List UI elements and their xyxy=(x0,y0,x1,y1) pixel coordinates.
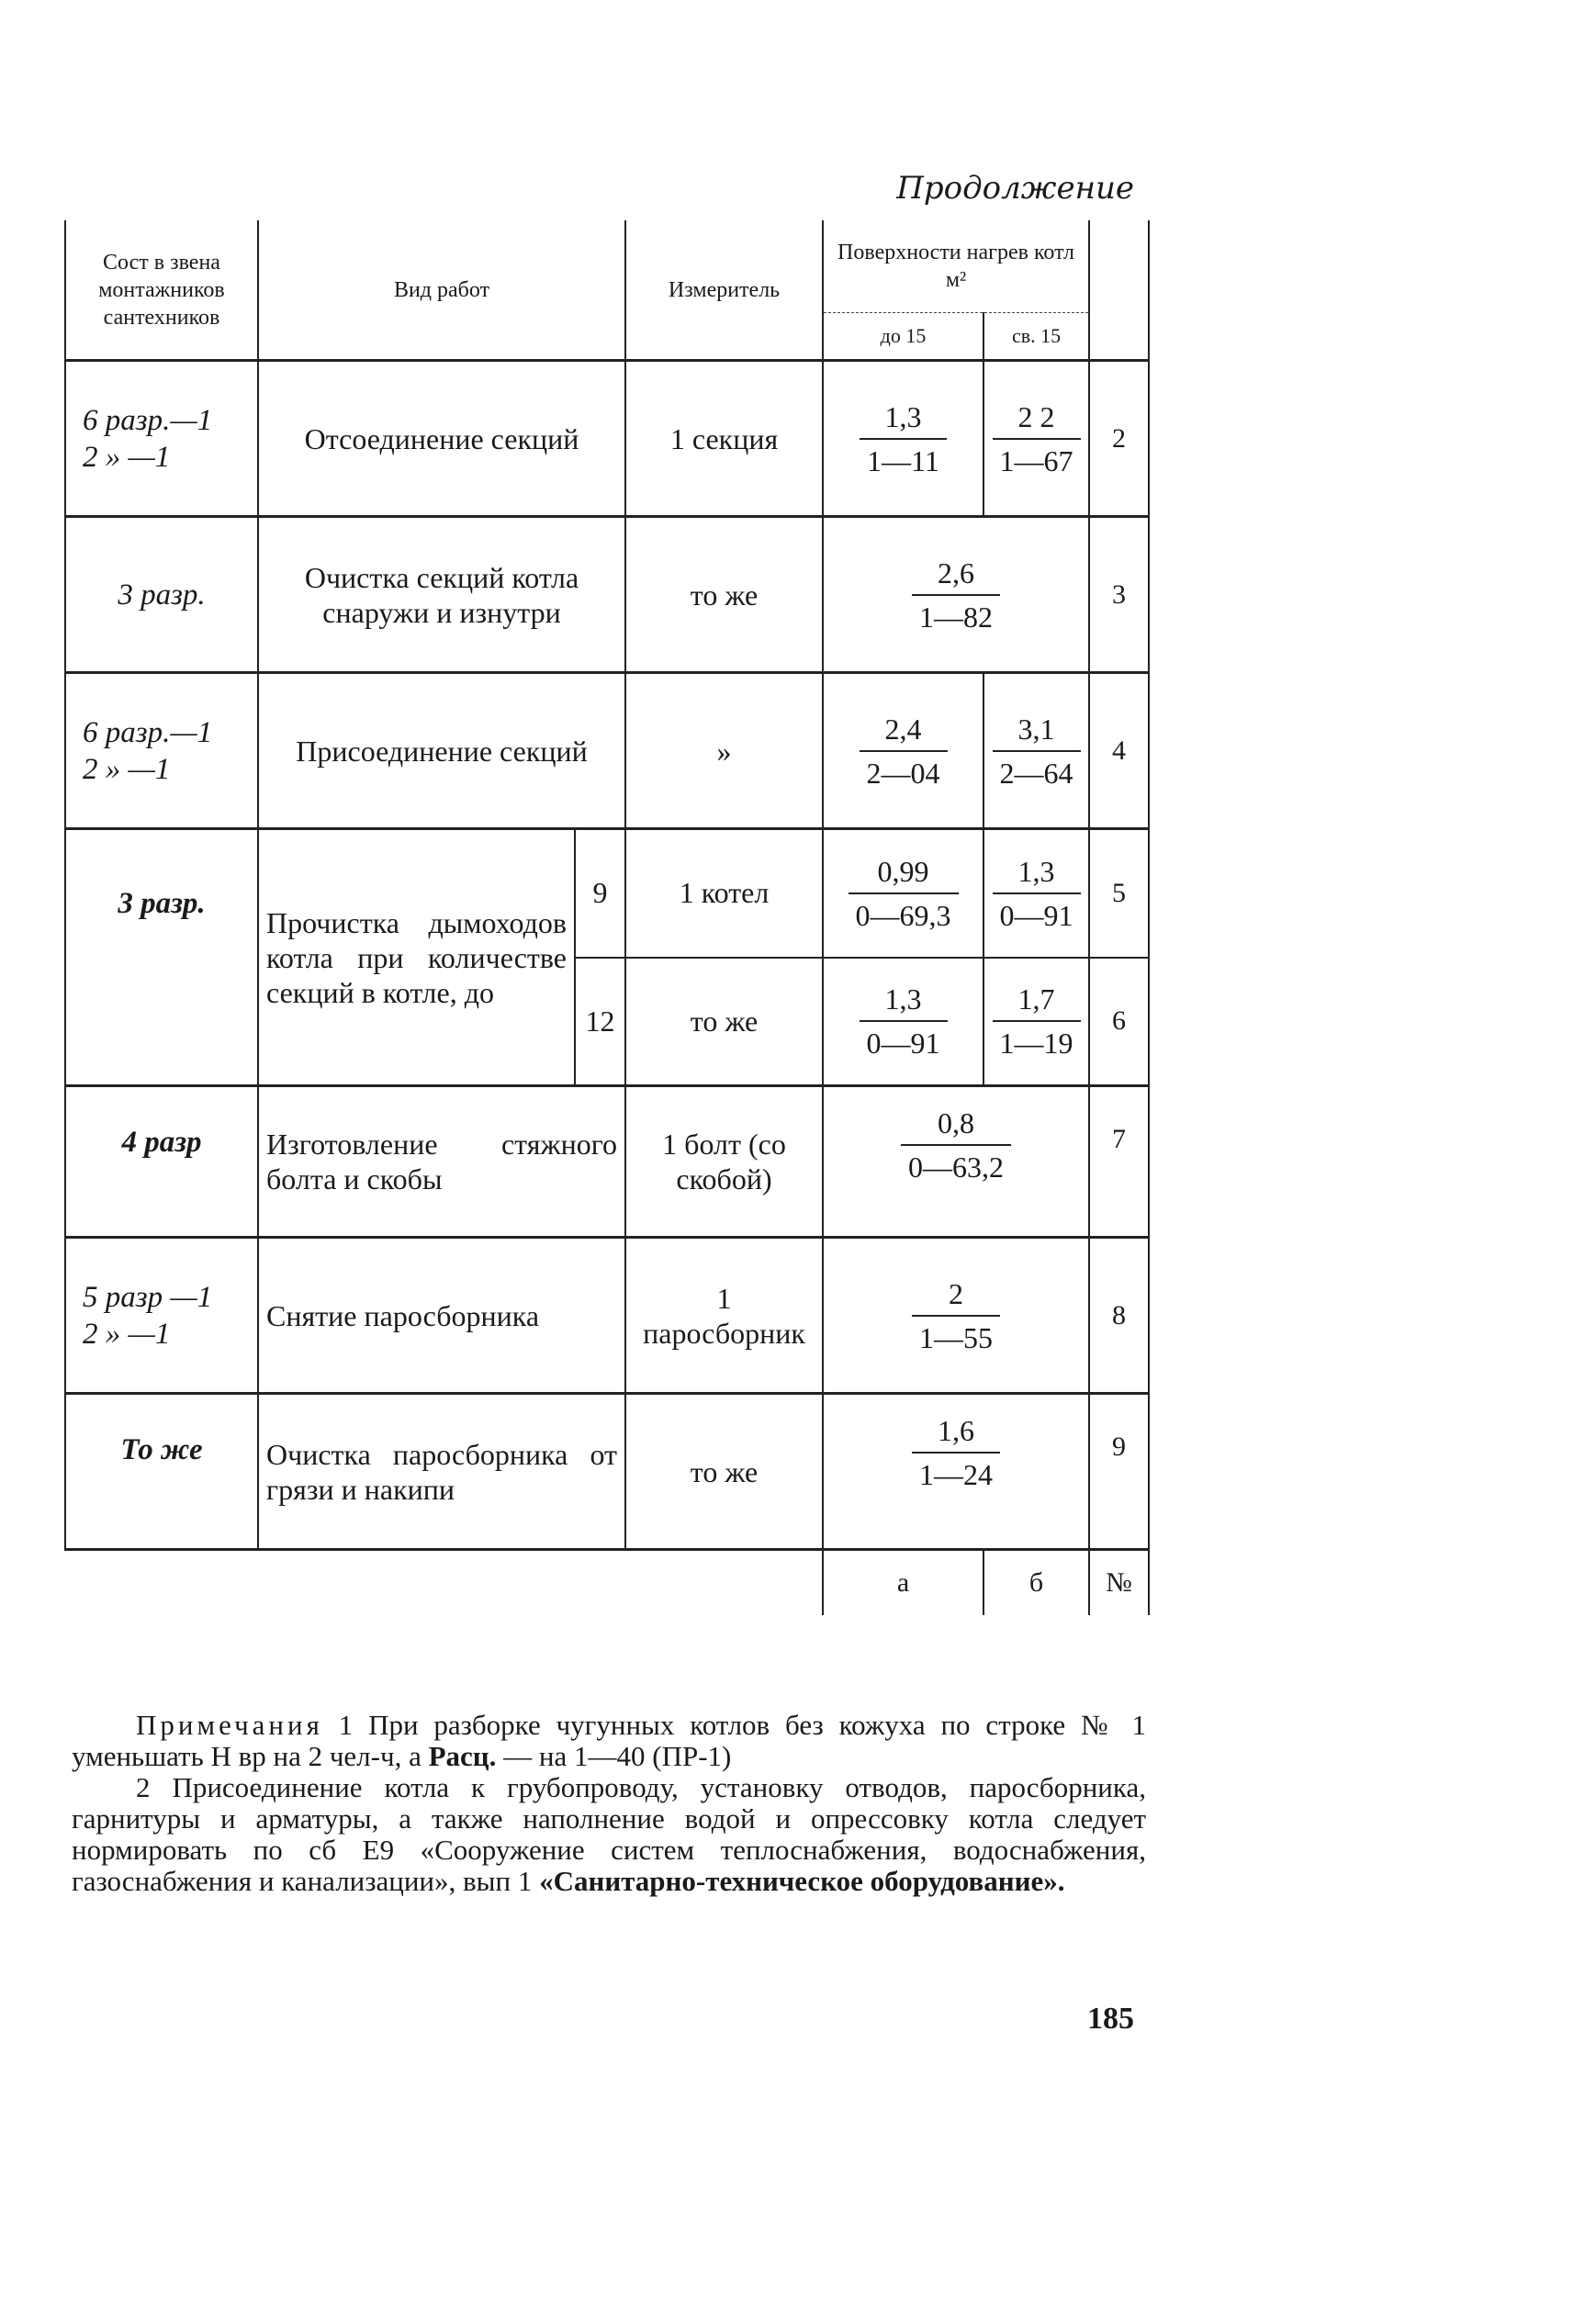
value-b-cell xyxy=(983,361,1089,517)
time-norm: 2 2 xyxy=(993,399,1081,440)
time-norm: 2,6 xyxy=(912,556,1000,596)
fraction xyxy=(993,854,1081,933)
header-work: Вид работ xyxy=(258,220,625,361)
value-b-cell xyxy=(983,829,1089,958)
legend-blank xyxy=(258,1550,575,1616)
work-cell: Очистка секций котла снаружи и изнутри xyxy=(258,517,625,673)
value-a-cell xyxy=(823,829,983,958)
work-cell: Присоединение секций xyxy=(258,673,625,829)
fraction xyxy=(901,1106,1011,1184)
rate: 0—63,2 xyxy=(908,1150,1005,1184)
column-legend-row xyxy=(65,1550,1149,1616)
fraction xyxy=(993,982,1081,1061)
rate: 1—11 xyxy=(867,443,939,477)
table-row xyxy=(65,361,1149,517)
continuation-heading: Продолжение xyxy=(896,170,1134,207)
unit-cell: 1 болт (со скобой) xyxy=(625,1086,823,1238)
crew-cell: 5 разр —1 2 » —1 xyxy=(65,1238,258,1394)
legend-a: а xyxy=(823,1550,983,1616)
fraction xyxy=(860,712,948,791)
legend-blank xyxy=(625,1550,823,1616)
fraction xyxy=(849,854,959,933)
work-cell: Отсоединение секций xyxy=(258,361,625,517)
rate: 0—91 xyxy=(866,1027,940,1061)
table-row xyxy=(65,1086,1149,1238)
time-norm: 1,7 xyxy=(993,982,1081,1022)
page-number: 185 xyxy=(1087,2002,1134,2036)
header-over-15: св. 15 xyxy=(983,313,1089,361)
rate: 0—69,3 xyxy=(855,898,951,932)
table-row xyxy=(65,1394,1149,1550)
unit-cell: 1 секция xyxy=(625,361,823,517)
rate: 0—91 xyxy=(999,898,1073,932)
fraction xyxy=(912,556,1000,634)
notes-section xyxy=(72,1710,1146,1897)
rate: 1—67 xyxy=(999,443,1073,477)
crew-cell: 4 разр xyxy=(65,1086,258,1238)
fraction xyxy=(993,399,1081,478)
header-surface: Поверхности нагрев котл м² xyxy=(823,220,1089,313)
time-norm: 1,6 xyxy=(912,1413,1000,1454)
unit-cell: » xyxy=(625,673,823,829)
unit-cell: 1 паросборник xyxy=(625,1238,823,1394)
note-2-bold: «Санитарно-техническое оборудование». xyxy=(539,1865,1065,1897)
norms-table xyxy=(64,220,1150,1615)
header-up-to-15: до 15 xyxy=(823,313,983,361)
row-number: 2 xyxy=(1089,361,1149,517)
value-ab-cell xyxy=(823,517,1089,673)
time-norm: 1,3 xyxy=(860,982,948,1022)
header-rowno-blank xyxy=(1089,220,1149,361)
row-number: 9 xyxy=(1089,1394,1149,1550)
unit-cell: то же xyxy=(625,1394,823,1550)
fraction xyxy=(912,1276,1000,1355)
note-1-bold: Расц. xyxy=(428,1740,497,1772)
legend-b: б xyxy=(983,1550,1089,1616)
value-a-cell xyxy=(823,361,983,517)
time-norm: 3,1 xyxy=(993,712,1081,752)
note-2-text: 2 Присоединение котла к грубопроводу, установку отводов, паросборника, гарнитуры и арматуры, а также наполнение водой и опрессовку котла следует нормировать по сб Е9 «Сооружение систем теплоснабжения, водоснабжения, газоснабжения и канализации», вып 1 xyxy=(72,1771,1146,1897)
value-a-cell xyxy=(823,673,983,829)
work-cell: Изготовление стяжного болта и скобы xyxy=(258,1086,625,1238)
header-crew: Сост в звена монтажников сантехников xyxy=(65,220,258,361)
unit-cell: то же xyxy=(625,958,823,1086)
work-cell: Прочистка дымоходов котла при количестве секций в котле, до xyxy=(258,829,575,1086)
row-number: 3 xyxy=(1089,517,1149,673)
row-number: 6 xyxy=(1089,958,1149,1086)
note-1-text: 1 При разборке чугунных котлов без кожуха по строке № 1 уменьшать Н вр на 2 чел-ч, а xyxy=(72,1709,1146,1772)
value-ab-cell xyxy=(823,1238,1089,1394)
rate: 1—19 xyxy=(999,1027,1073,1061)
fraction xyxy=(912,1413,1000,1492)
time-norm: 1,3 xyxy=(993,854,1081,894)
value-ab-cell xyxy=(823,1086,1089,1238)
table-row xyxy=(65,673,1149,829)
work-cell: Снятие паросборника xyxy=(258,1238,625,1394)
notes-label: Примечания xyxy=(136,1709,323,1741)
time-norm: 2,4 xyxy=(860,712,948,752)
table-row xyxy=(65,517,1149,673)
table-row xyxy=(65,829,1149,958)
work-cell: Очистка паросборника от грязи и накипи xyxy=(258,1394,625,1550)
rate: 1—82 xyxy=(919,600,994,634)
note-1 xyxy=(72,1710,1146,1772)
note-2 xyxy=(72,1772,1146,1897)
value-b-cell xyxy=(983,673,1089,829)
rate: 1—55 xyxy=(919,1320,994,1354)
value-ab-cell xyxy=(823,1394,1089,1550)
value-b-cell xyxy=(983,958,1089,1086)
time-norm: 0,8 xyxy=(901,1106,1011,1146)
legend-no: № xyxy=(1089,1550,1149,1616)
fraction xyxy=(993,712,1081,791)
rate: 2—64 xyxy=(999,756,1073,790)
row-number: 4 xyxy=(1089,673,1149,829)
note-1-end: — на 1—40 (ПР-1) xyxy=(496,1740,732,1772)
value-a-cell xyxy=(823,958,983,1086)
row-number: 7 xyxy=(1089,1086,1149,1238)
unit-cell: то же xyxy=(625,517,823,673)
crew-cell: 6 разр.—1 2 » —1 xyxy=(65,673,258,829)
unit-cell: 1 котел xyxy=(625,829,823,958)
crew-cell: 3 разр. xyxy=(65,517,258,673)
rate: 1—24 xyxy=(919,1458,994,1491)
time-norm: 0,99 xyxy=(849,854,959,894)
section-count-cell: 9 xyxy=(575,829,625,958)
fraction xyxy=(860,399,947,478)
crew-cell: 3 разр. xyxy=(65,829,258,1086)
crew-cell: То же xyxy=(65,1394,258,1550)
row-number: 5 xyxy=(1089,829,1149,958)
fraction xyxy=(860,982,948,1061)
legend-blank xyxy=(575,1550,625,1616)
legend-blank xyxy=(65,1550,258,1616)
crew-cell: 6 разр.—1 2 » —1 xyxy=(65,361,258,517)
table-row xyxy=(65,1238,1149,1394)
time-norm: 2 xyxy=(912,1276,1000,1317)
header-unit: Измеритель xyxy=(625,220,823,361)
rate: 2—04 xyxy=(866,756,940,790)
time-norm: 1,3 xyxy=(860,399,947,440)
row-number: 8 xyxy=(1089,1238,1149,1394)
section-count-cell: 12 xyxy=(575,958,625,1086)
